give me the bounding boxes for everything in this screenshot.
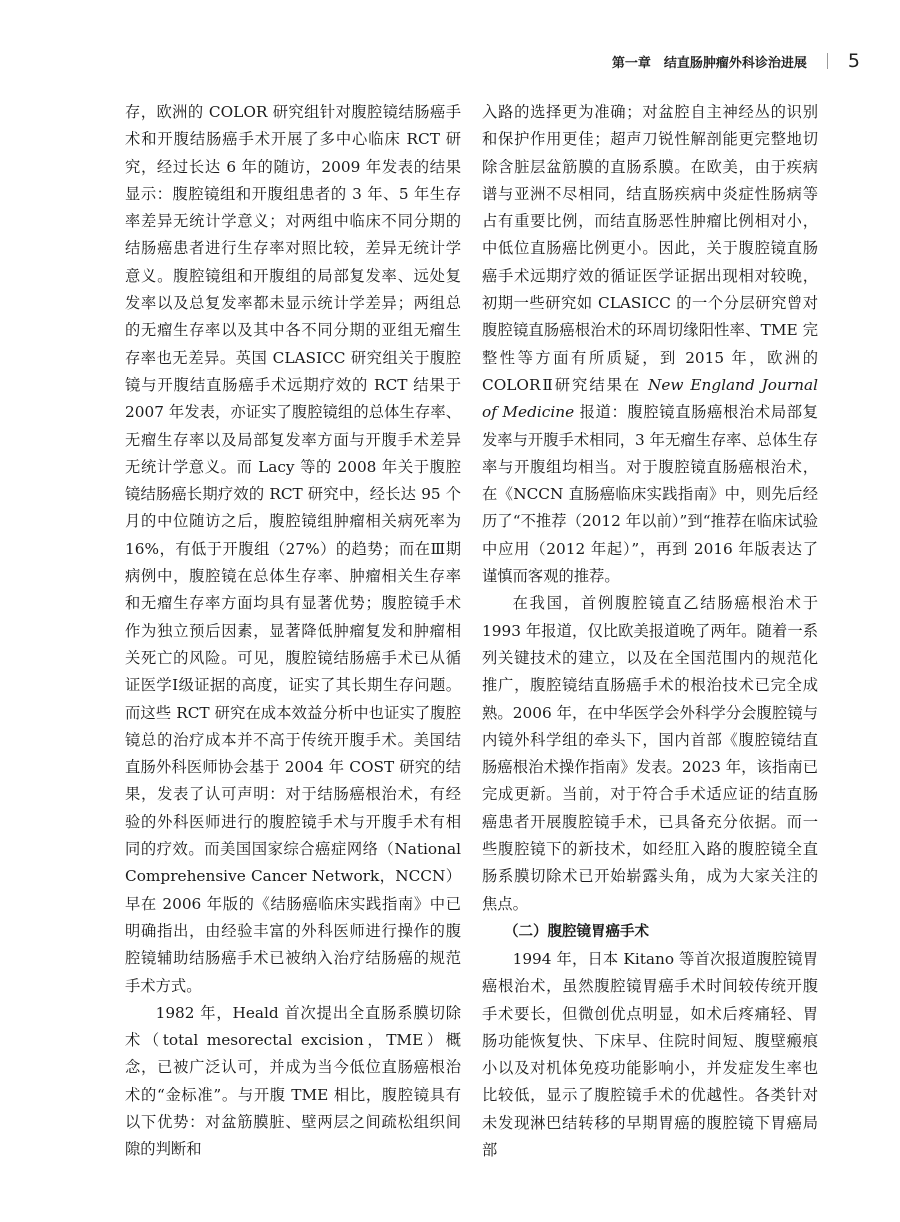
running-header (612, 50, 860, 72)
page-number: 5 (847, 50, 860, 72)
paragraph-rectal-evidence-part2: 报道：腹腔镜直肠癌根治术局部复发率与开腹手术相同，3 年无瘤生存率、总体生存率与开腹组均相当。对于腹腔镜直肠癌根治术，在《NCCN 直肠癌临床实践指南》中，则先后经历了“不推荐（2012 年以前）”到“推荐在临床试验中应用（2012 年起）”，再到 2016 年版表达了谨慎而客观的推荐。 (482, 403, 818, 586)
section-heading: （二）腹腔镜胃癌手术 (504, 923, 649, 940)
left-column (125, 99, 461, 1164)
paragraph-rectal-evidence-part1: 入路的选择更为准确；对盆腔自主神经丛的识别和保护作用更佳；超声刀锐性解剖能更完整地切除含脏层盆筋膜的直肠系膜。在欧美，由于疾病谱与亚洲不尽相同，结直肠疾病中炎症性肠病等占有重要比例，而结直肠恶性肿瘤比例相对小，中低位直肠癌比例更小。因此，关于腹腔镜直肠癌手术远期疗效的循证医学证据出现相对较晚，初期一些研究如 CLASICC 的一个分层研究曾对腹腔镜直肠癌根治术的环周切缘阳性率、TME 完整性等方面有所质疑，到 2015 年，欧洲的 COLORⅡ研究结果在 (482, 103, 818, 394)
paragraph-gastric-cancer: 1994 年，日本 Kitano 等首次报道腹腔镜胃癌根治术，虽然腹腔镜胃癌手术时间较传统开腹手术要长，但微创优点明显，如术后疼痛轻、胃肠功能恢复快、下床早、住院时间短、腹壁瘢痕小以及对机体免疫功能影响小，并发症发生率也比较低，显示了腹腔镜手术的优越性。各类针对未发现淋巴结转移的早期胃癌的腹腔镜下胃癌局部 (482, 949, 818, 1159)
paragraph-china-history: 在我国，首例腹腔镜直乙结肠癌根治术于 1993 年报道，仅比欧美报道晚了两年。随着一系列关键技术的建立，以及在全国范围内的规范化推广，腹腔镜结直肠癌手术的根治技术已完全成熟。2006 年，在中华医学会外科学分会腹腔镜与内镜外科学组的牵头下，国内首部《腹腔镜结直肠癌根治术操作指南》发表。2023 年，该指南已完成更新。当前，对于符合手术适应证的结直肠癌患者开展腹腔镜手术，已具备充分依据。而一些腹腔镜下的新技术，如经肛入路的腹腔镜全直肠系膜切除术已开始崭露头角，成为大家关注的焦点。 (482, 594, 818, 913)
right-column (482, 99, 818, 1164)
journal-name: New England Journal of Medicine (482, 375, 818, 422)
header-divider (827, 53, 828, 69)
paragraph-rectal-evidence (482, 99, 818, 590)
chapter-title: 第一章 结直肠肿瘤外科诊治进展 (611, 55, 807, 71)
paragraph-tme: 1982 年，Heald 首次提出全直肠系膜切除术（total mesorectal excision，TME）概念，已被广泛认可，并成为当今低位直肠癌根治术的“金标准”。与开腹 TME 相比，腹腔镜具有以下优势：对盆筋膜脏、壁两层之间疏松组织间隙的判断和 (125, 1003, 461, 1159)
paragraph-colorstudy: 存，欧洲的 COLOR 研究组针对腹腔镜结肠癌手术和开腹结肠癌手术开展了多中心临床 RCT 研究，经过长达 6 年的随访，2009 年发表的结果显示：腹腔镜组和开腹组患者的 3 年、5 年生存率差异无统计学意义；对两组中临床不同分期的结肠癌患者进行生存率对照比较，差异无统计学意义。腹腔镜组和开腹组的局部复发率、远处复发率以及总复发率都未显示统计学差异；两组总的无瘤生存率以及其中各不同分期的亚组无瘤生存率也无差异。英国 CLASICC 研究组关于腹腔镜与开腹结直肠癌手术远期疗效的 RCT 结果于 2007 年发表，亦证实了腹腔镜组的总体生存率、无瘤生存率以及局部复发率方面与开腹手术差异无统计学意义。而 Lacy 等的 2008 年关于腹腔镜结肠癌长期疗效的 RCT 研究中，经长达 95 个月的中位随访之后，腹腔镜组肿瘤相关病死率为 16%，有低于开腹组（27%）的趋势；而在Ⅲ期病例中，腹腔镜在总体生存率、肿瘤相关生存率和无瘤生存率方面均具有显著优势；腹腔镜手术作为独立预后因素，显著降低肿瘤复发和肿瘤相关死亡的风险。可见，腹腔镜结肠癌手术已从循证医学Ⅰ级证据的高度，证实了其长期生存问题。而这些 RCT 研究在成本效益分析中也证实了腹腔镜总的治疗成本并不高于传统开腹手术。美国结直肠外科医师协会基于 2004 年 COST 研究的结果，发表了认可声明：对于结肠癌根治术，有经验的外科医师进行的腹腔镜手术与开腹手术有相同的疗效。而美国国家综合癌症网络（National Comprehensive Cancer Network，NCCN）早在 2006 年版的《结肠癌临床实践指南》中已明确指出，由经验丰富的外科医师进行操作的腹腔镜辅助结肠癌手术已被纳入治疗结肠癌的规范手术方式。 (125, 103, 461, 995)
